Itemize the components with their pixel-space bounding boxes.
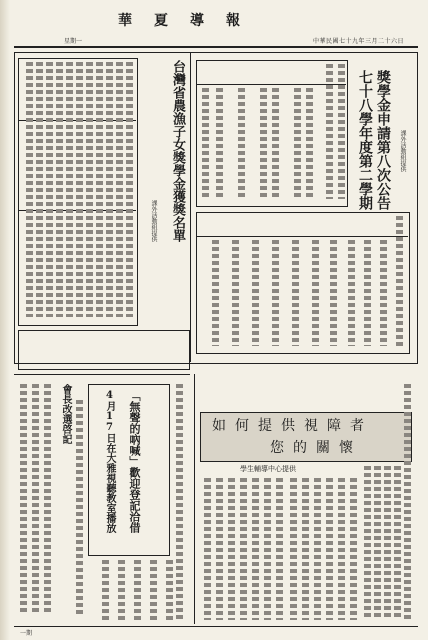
bottom-rule: [14, 626, 418, 627]
feature-text-column: [394, 466, 401, 620]
table-text-column: [396, 216, 403, 346]
winners-name-column: [126, 62, 133, 317]
feature-headline-line2: 您的關懷: [270, 440, 362, 456]
table-text-column: [312, 240, 319, 346]
table-text-column: [330, 240, 337, 346]
table-text-column: [294, 88, 301, 199]
feature-text-column: [338, 478, 345, 620]
table-text-column: [216, 88, 223, 199]
winners-title-part1: 台灣省農漁子女獎學金獲獎名單: [170, 60, 185, 242]
masthead-rule: [14, 46, 418, 48]
feature-headline-line1: 如何提供視障者: [212, 418, 373, 434]
feature-text-column: [264, 478, 271, 620]
table-text-column: [252, 240, 259, 346]
table-text-column: [272, 88, 279, 199]
union-text-column: [20, 384, 27, 614]
table-text-column: [326, 64, 333, 199]
notice-box-small: [18, 330, 190, 370]
union-text-column: [76, 400, 83, 614]
winners-name-column: [56, 62, 63, 317]
table-header-rule-2: [196, 236, 408, 237]
union-notice-title: 會長改選啓記: [60, 384, 71, 444]
table-text-column: [238, 88, 245, 199]
feature-text-column: [204, 478, 211, 620]
table-text-column: [364, 240, 371, 346]
table-text-column: [272, 240, 279, 346]
bottom-left-rule: [14, 374, 190, 375]
winners-name-column: [96, 62, 103, 317]
weekday-label: 星期一: [64, 38, 83, 45]
winners-name-column: [66, 62, 73, 317]
table-text-column: [202, 88, 209, 199]
feature-text-column: [350, 478, 357, 620]
feature-text-column: [216, 478, 223, 620]
winners-name-column: [106, 62, 113, 317]
issue-date: 中華民國七十九年三月二十六日: [312, 38, 404, 45]
feature-text-column: [290, 478, 297, 620]
feature-text-column: [252, 478, 259, 620]
page-mark: 一期: [20, 630, 33, 637]
winners-name-column: [116, 62, 123, 317]
winners-name-column: [46, 62, 53, 317]
top-section-divider: [190, 52, 191, 362]
feature-text-column: [314, 478, 321, 620]
table-text-column: [338, 64, 345, 199]
winners-name-column: [26, 62, 33, 317]
announcement-table-bottom: [196, 212, 410, 354]
feature-text-column: [384, 466, 391, 620]
event-text-column: [166, 560, 173, 620]
winners-name-column: [76, 62, 83, 317]
feature-text-column: [364, 466, 371, 620]
feature-text-column: [404, 384, 411, 620]
feature-byline: 學生輔導中心提供: [240, 465, 296, 473]
masthead-title: 華夏導報: [118, 13, 262, 29]
table-text-column: [348, 240, 355, 346]
feature-text-column: [228, 478, 235, 620]
event-text-column: [134, 560, 141, 620]
event-text-column: [102, 560, 109, 620]
event-title: 「無聲的吶喊」歡迎登記洽借: [128, 390, 141, 533]
union-text-column: [32, 384, 39, 614]
event-text-column: [150, 560, 157, 620]
feature-text-column: [326, 478, 333, 620]
winners-name-column: [86, 62, 93, 317]
table-header-rule: [196, 84, 346, 85]
table-text-column: [212, 240, 219, 346]
announcement-title-line1: 七十八學年度第二學期: [357, 70, 373, 210]
page-spine-shadow: [0, 0, 10, 640]
winners-byline: 課外活動組提供: [150, 200, 157, 242]
event-text-column: [118, 560, 125, 620]
event-text-column: [176, 384, 183, 620]
bottom-column-divider: [194, 374, 195, 624]
feature-text-column: [374, 466, 381, 620]
event-date-line: 4月17日在大雅視聽教室播放: [104, 390, 115, 533]
table-text-column: [306, 88, 313, 199]
table-text-column: [232, 240, 239, 346]
feature-text-column: [240, 478, 247, 620]
table-text-column: [380, 240, 387, 346]
announcement-byline: 課外活動組提供: [399, 130, 406, 172]
winners-name-column: [36, 62, 43, 317]
announcement-title-line2: 獎學金申請第八次公告: [375, 70, 391, 210]
feature-text-column: [302, 478, 309, 620]
union-text-column: [44, 384, 51, 614]
table-text-column: [292, 240, 299, 346]
table-text-column: [260, 88, 267, 199]
feature-text-column: [276, 478, 283, 620]
